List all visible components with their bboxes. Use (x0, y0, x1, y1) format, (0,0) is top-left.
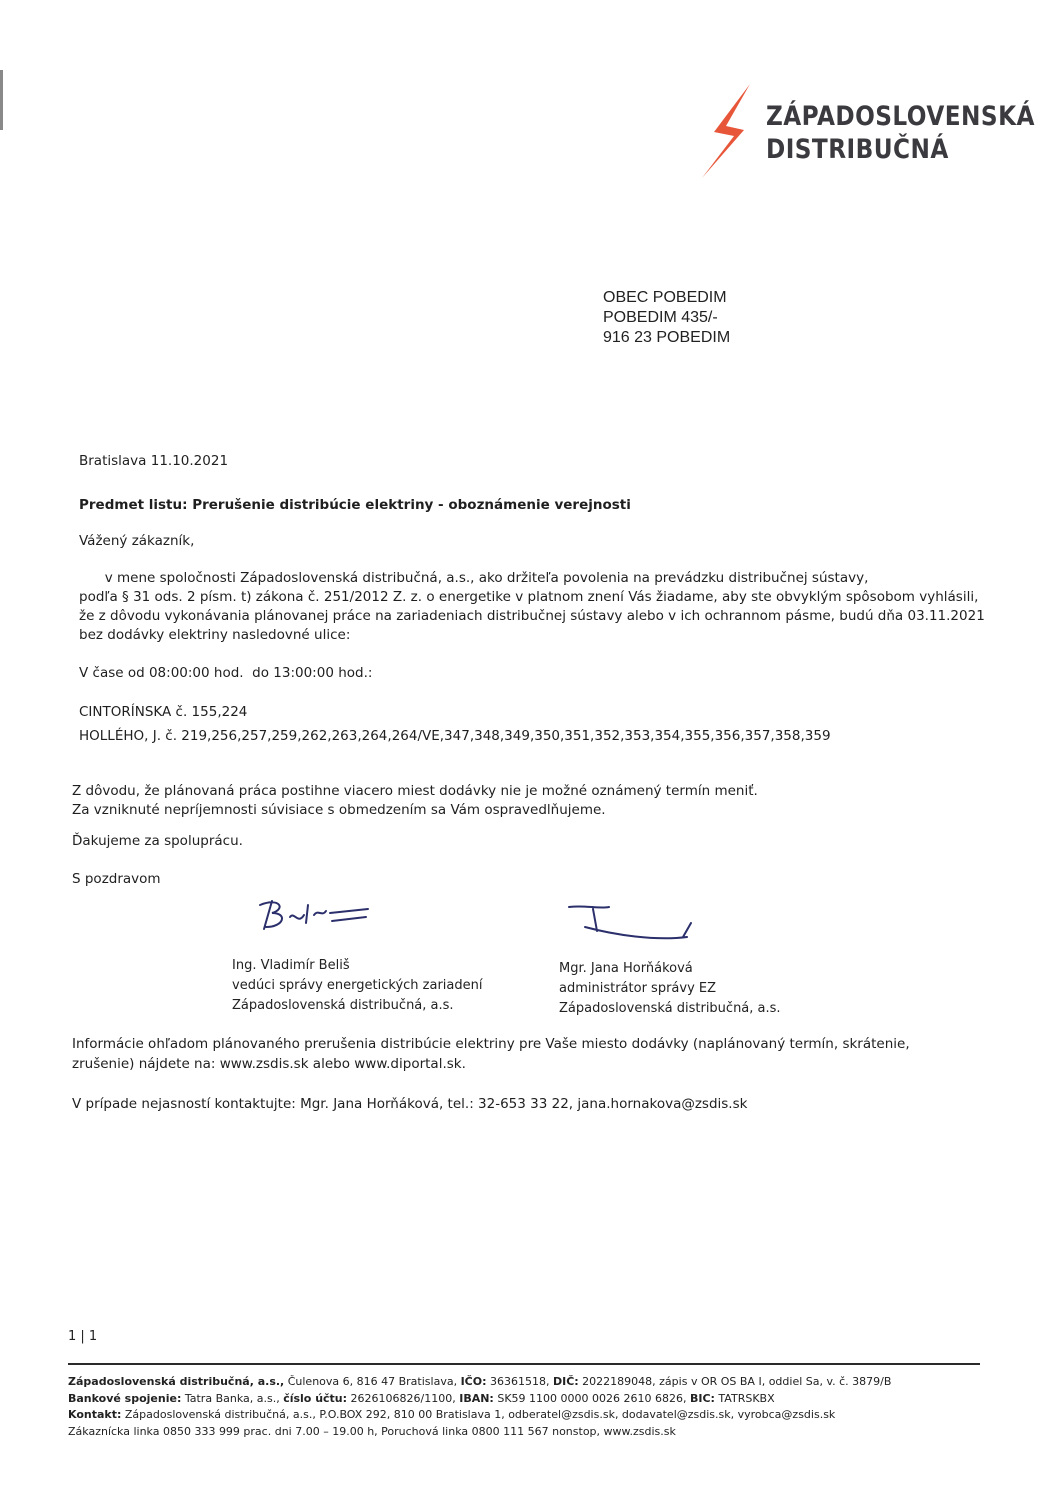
signatory-name: Ing. Vladimír Beliš (232, 958, 350, 973)
paragraph-line: podľa § 31 ods. 2 písm. t) zákona č. 251/2012 Z. z. o energetike v platnom znení Vás žiadame, aby ste obvyklým spôsobom vyhlásili, (79, 589, 979, 605)
recipient-line-3: 916 23 POBEDIM (603, 329, 731, 346)
signature-belis (250, 895, 370, 935)
footer-line-3: Kontakt: Západoslovenská distribučná, a.s., P.O.BOX 292, 810 00 Bratislava 1, odberatel@zsdis.sk, dodavatel@zsdis.sk, vyrobca@zsdis.sk (68, 1408, 836, 1421)
letter-paragraph (79, 569, 985, 645)
notice-paragraph (72, 782, 758, 820)
letter-date: Bratislava 11.10.2021 (79, 453, 229, 469)
paragraph-line: bez dodávky elektriny nasledovné ulice: (79, 627, 351, 643)
street-line: CINTORÍNSKA č. 155,224 (79, 704, 248, 720)
signatory-role: vedúci správy energetických zariadení (232, 978, 483, 993)
footer (68, 1374, 891, 1440)
affected-streets (79, 700, 831, 748)
logo-line-1: ZÁPADOSLOVENSKÁ (766, 101, 1035, 132)
logo-line-2: DISTRIBUČNÁ (766, 134, 949, 165)
outage-time-range: V čase od 08:00:00 hod. do 13:00:00 hod.: (79, 665, 373, 681)
notice-line: Za vzniknuté nepríjemnosti súvisiace s obmedzením sa Vám ospravedlňujeme. (72, 802, 606, 818)
signatory-2 (559, 959, 781, 1019)
footer-line-1: Západoslovenská distribučná, a.s., Čulenova 6, 816 47 Bratislava, IČO: 36361518, DIČ: 2022189048, zápis v OR OS BA I, oddiel Sa, v. č. 3879/B (68, 1375, 892, 1388)
closing-line: S pozdravom (72, 871, 161, 887)
signature-hornakova (565, 897, 695, 942)
signatory-company: Západoslovenská distribučná, a.s. (232, 998, 454, 1013)
recipient-address (603, 288, 730, 348)
contact-line: V prípade nejasností kontaktujte: Mgr. Jana Horňáková, tel.: 32-653 33 22, jana.hornakova@zsdis.sk (72, 1096, 748, 1112)
scan-edge-mark (0, 70, 3, 130)
info-paragraph (72, 1034, 910, 1074)
signatory-1 (232, 956, 482, 1016)
page-number: 1 | 1 (68, 1329, 98, 1344)
info-line: zrušenie) nájdete na: www.zsdis.sk alebo www.diportal.sk. (72, 1056, 466, 1072)
company-logo (700, 82, 1035, 182)
thanks-line: Ďakujeme za spoluprácu. (72, 833, 243, 849)
notice-line: Z dôvodu, že plánovaná práca postihne viacero miest dodávky nie je možné oznámený termín meniť. (72, 783, 758, 799)
letter-greeting: Vážený zákazník, (79, 533, 195, 549)
recipient-line-1: OBEC POBEDIM (603, 289, 727, 306)
footer-line-2: Bankové spojenie: Tatra Banka, a.s., číslo účtu: 2626106826/1100, IBAN: SK59 1100 0000 0026 2610 6826, BIC: TATRSKBX (68, 1391, 775, 1405)
recipient-line-2: POBEDIM 435/- (603, 309, 718, 326)
letter-subject: Predmet listu: Prerušenie distribúcie elektriny - oboznámenie verejnosti (79, 497, 631, 513)
logo-wordmark (766, 100, 1035, 166)
info-line: Informácie ohľadom plánovaného prerušenia distribúcie elektriny pre Vaše miesto dodávky (naplánovaný termín, skrátenie, (72, 1036, 910, 1052)
footer-line-4: Zákaznícka linka 0850 333 999 prac. dni 7.00 – 19.00 h, Poruchová linka 0800 111 567 nonstop, www.zsdis.sk (68, 1424, 676, 1438)
paragraph-line: v mene spoločnosti Západoslovenská distribučná, a.s., ako držiteľa povolenia na prevádzku distribučnej sústavy, (79, 570, 869, 586)
lightning-bolt-icon (700, 82, 760, 182)
footer-divider (68, 1363, 980, 1365)
signatory-role: administrátor správy EZ (559, 981, 717, 996)
signatory-company: Západoslovenská distribučná, a.s. (559, 1001, 781, 1016)
paragraph-line: že z dôvodu vykonávania plánovanej práce na zariadeniach distribučnej sústavy alebo v ich ochrannom pásme, budú dňa 03.11.2021 (79, 608, 985, 624)
signatory-name: Mgr. Jana Horňáková (559, 961, 693, 976)
street-line: HOLLÉHO, J. č. 219,256,257,259,262,263,264,264/VE,347,348,349,350,351,352,353,354,355,356,357,358,359 (79, 728, 831, 744)
